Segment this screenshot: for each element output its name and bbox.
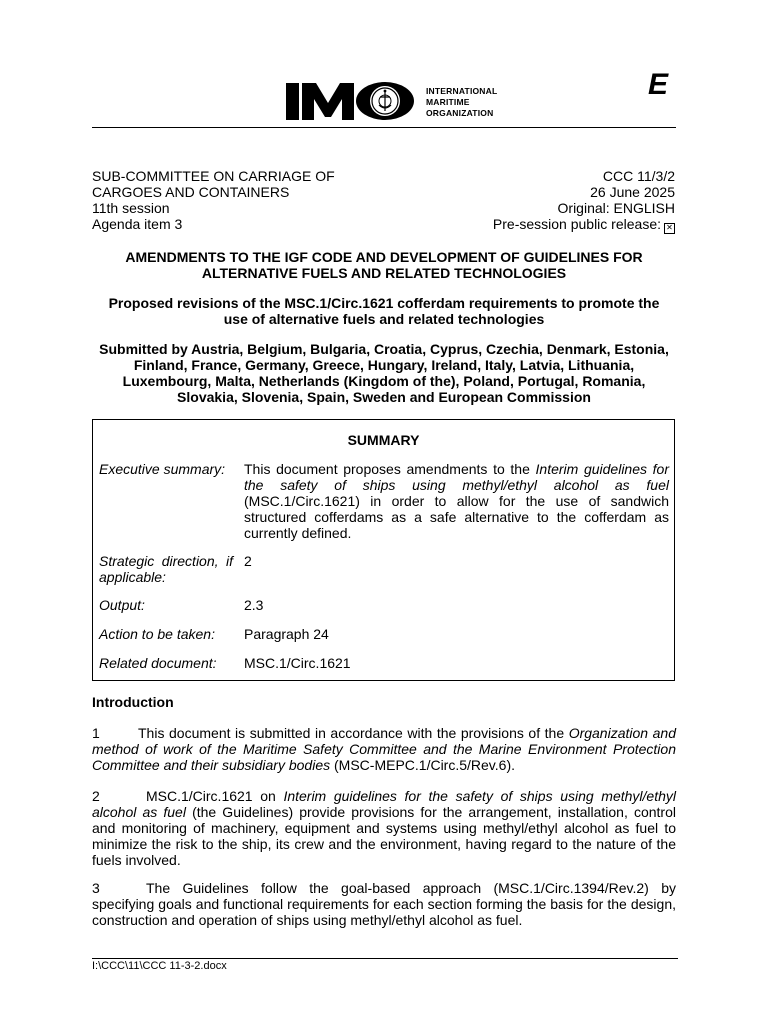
summary-heading: SUMMARY (347, 432, 420, 448)
paragraph-number: 2 (92, 788, 100, 804)
document-title (92, 249, 676, 281)
imo-logo (286, 80, 516, 122)
language-indicator: E (648, 68, 669, 101)
action-value: Paragraph 24 (244, 626, 329, 642)
org-line: INTERNATIONAL (426, 86, 498, 96)
organization-name (426, 86, 497, 119)
paragraph-2 (92, 788, 676, 868)
introduction-heading: Introduction (92, 694, 174, 710)
paragraph-1 (92, 725, 676, 773)
session: 11th session (92, 200, 170, 216)
p1-italic: Organization and method of work of the Maritime Safety Committee and the Marine Environment Protection Committee and their subsidiary bodies (92, 725, 676, 773)
action-label: Action to be taken: (99, 626, 215, 642)
document-info (493, 168, 675, 233)
release-label: Pre-session public release: (492, 216, 661, 232)
release-status (493, 216, 675, 233)
committee-info (92, 168, 335, 232)
subtitle-line: use of alternative fuels and related technologies (223, 311, 545, 327)
summary-table (92, 419, 675, 681)
p1-text: This document is submitted in accordance with the provisions of the (138, 725, 569, 741)
submitters-line: Slovakia, Slovenia, Spain, Sweden and European Commission (177, 389, 591, 405)
document-subtitle (92, 295, 676, 327)
p2-italic: Interim guidelines for the safety of ships using methyl/ethyl alcohol as fuel (92, 788, 676, 820)
submitters (92, 341, 676, 405)
org-line: ORGANIZATION (426, 108, 494, 118)
submitters-line: Submitted by Austria, Belgium, Bulgaria, Croatia, Cyprus, Czechia, Denmark, Estonia, (99, 341, 669, 357)
p1-post: (MSC-MEPC.1/Circ.5/Rev.6). (330, 757, 515, 773)
p2-post: (the Guidelines) provide provisions for the arrangement, installation, control and monitoring of machinery, equipment and systems using methyl/ethyl alcohol as fuel to minimize the risk to the ship, its crew and the environment, having regard to the nature of the fuels involved. (92, 804, 676, 868)
p3-text: The Guidelines follow the goal-based approach (MSC.1/Circ.1394/Rev.2) by specifying goals and functional requirements for each section forming the basis for the design, construction and operation of ships using methyl/ethyl alcohol as fuel. (92, 880, 676, 928)
submitters-line: Luxembourg, Malta, Netherlands (Kingdom of the), Poland, Portugal, Romania, (122, 373, 646, 389)
p2-text: MSC.1/Circ.1621 on (146, 788, 284, 804)
footer-divider (92, 958, 678, 959)
exec-text-pre: This document proposes amendments to the (244, 461, 536, 477)
imo-emblem-icon (370, 86, 400, 116)
paragraph-3 (92, 880, 676, 928)
exec-text-post: (MSC.1/Circ.1621) in order to allow for the use of sandwich structured cofferdams as a safe alternative to the cofferdam as currently defined. (244, 493, 669, 541)
logo-letter-i (286, 83, 299, 120)
title-line: AMENDMENTS TO THE IGF CODE AND DEVELOPMENT OF GUIDELINES FOR (125, 249, 643, 265)
strategic-direction-label: Strategic direction, if applicable: (99, 553, 233, 585)
output-value: 2.3 (244, 597, 264, 613)
committee-line: CARGOES AND CONTAINERS (92, 184, 290, 200)
header-divider (92, 127, 676, 128)
document-number: CCC 11/3/2 (602, 168, 675, 184)
strategic-direction-value: 2 (244, 553, 252, 569)
original-language: Original: ENGLISH (557, 200, 675, 216)
executive-summary-text (244, 461, 669, 541)
logo-letter-m (302, 83, 354, 120)
subtitle-line: Proposed revisions of the MSC.1/Circ.1621 cofferdam requirements to promote the (108, 295, 660, 311)
checked-box-icon: ✕ (664, 223, 675, 234)
org-line: MARITIME (426, 97, 470, 107)
file-path: I:\CCC\11\CCC 11-3-2.docx (92, 960, 227, 972)
paragraph-number: 3 (92, 880, 100, 896)
document-date: 26 June 2025 (590, 184, 675, 200)
related-document-value: MSC.1/Circ.1621 (244, 655, 351, 671)
exec-text-italic: Interim guidelines for the safety of ships using methyl/ethyl alcohol as fuel (244, 461, 669, 493)
committee-line: SUB-COMMITTEE ON CARRIAGE OF (92, 168, 335, 184)
executive-summary-label: Executive summary: (99, 461, 226, 477)
paragraph-number: 1 (92, 725, 100, 741)
title-line: ALTERNATIVE FUELS AND RELATED TECHNOLOGIES (201, 265, 567, 281)
output-label: Output: (99, 597, 145, 613)
agenda-item: Agenda item 3 (92, 216, 183, 232)
submitters-line: Finland, France, Germany, Greece, Hungary, Ireland, Italy, Latvia, Lithuania, (133, 357, 635, 373)
related-document-label: Related document: (99, 655, 217, 671)
